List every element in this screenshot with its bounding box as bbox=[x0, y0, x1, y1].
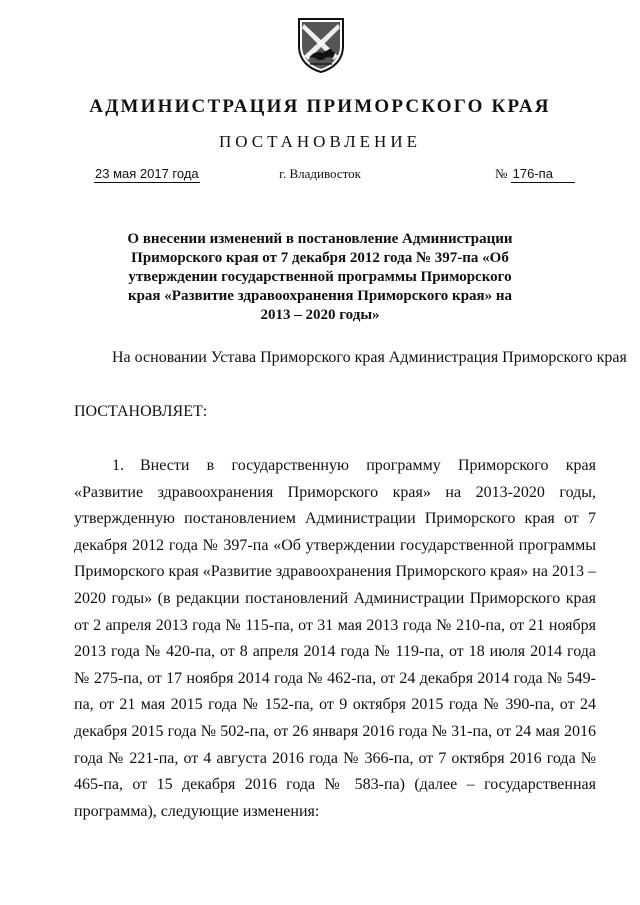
number-value: 176-па bbox=[511, 166, 575, 183]
organization-title: АДМИНИСТРАЦИЯ ПРИМОРСКОГО КРАЯ bbox=[89, 96, 551, 117]
paragraph-1 bbox=[74, 453, 596, 825]
number-prefix: № bbox=[495, 166, 508, 181]
coat-of-arms-icon bbox=[296, 16, 346, 74]
resolve-heading: ПОСТАНОВЛЯЕТ: bbox=[74, 403, 208, 420]
document-number bbox=[495, 166, 575, 182]
document-subject: О внесении изменений в постановление Администрации Приморского края от 7 декабря 2012 года № 397-па «Об утверждении государственной программы Приморского края «Развитие здравоохранения Приморского края» на 2013 – 2020 годы» bbox=[127, 231, 513, 323]
document-date: 23 мая 2017 года bbox=[95, 166, 199, 181]
paragraph-text: Внести в государственную программу Приморского края «Развитие здравоохранения Приморского края» на 2013-2020 годы, утвержденную постановлением Администрации Приморского края от 7 декабря 2012 года № 397-па «Об утверждении государственной программы Приморского края «Развитие здравоохранения Приморского края» на 2013 – 2020 годы» (в редакции постановлений Администрации Приморского края от 2 апреля 2013 года № 115-па, от 31 мая 2013 года № 210-па, от 21 ноября 2013 года № 420-па, от 8 апреля 2014 года № 119-па, от 18 июля 2014 года № 275-па, от 17 ноября 2014 года № 462-па, от 24 декабря 2014 года № 549-па, от 21 мая 2015 года № 152-па, от 9 октября 2015 года № 390-па, от 24 декабря 2015 года № 502-па, от 26 января 2016 года № 31-па, от 24 мая 2016 года № 221-па, от 4 августа 2016 года № 366-па, от 7 октября 2016 года № 465-па, от 15 декабря 2016 года № 583-па) (далее – государственная программа), следующие изменения: bbox=[74, 457, 596, 820]
document-city: г. Владивосток bbox=[279, 166, 361, 181]
basis-text: На основании Устава Приморского края Администрация Приморского края bbox=[112, 349, 627, 366]
paragraph-number: 1. bbox=[112, 457, 124, 474]
document-type: ПОСТАНОВЛЕНИЕ bbox=[218, 132, 421, 151]
